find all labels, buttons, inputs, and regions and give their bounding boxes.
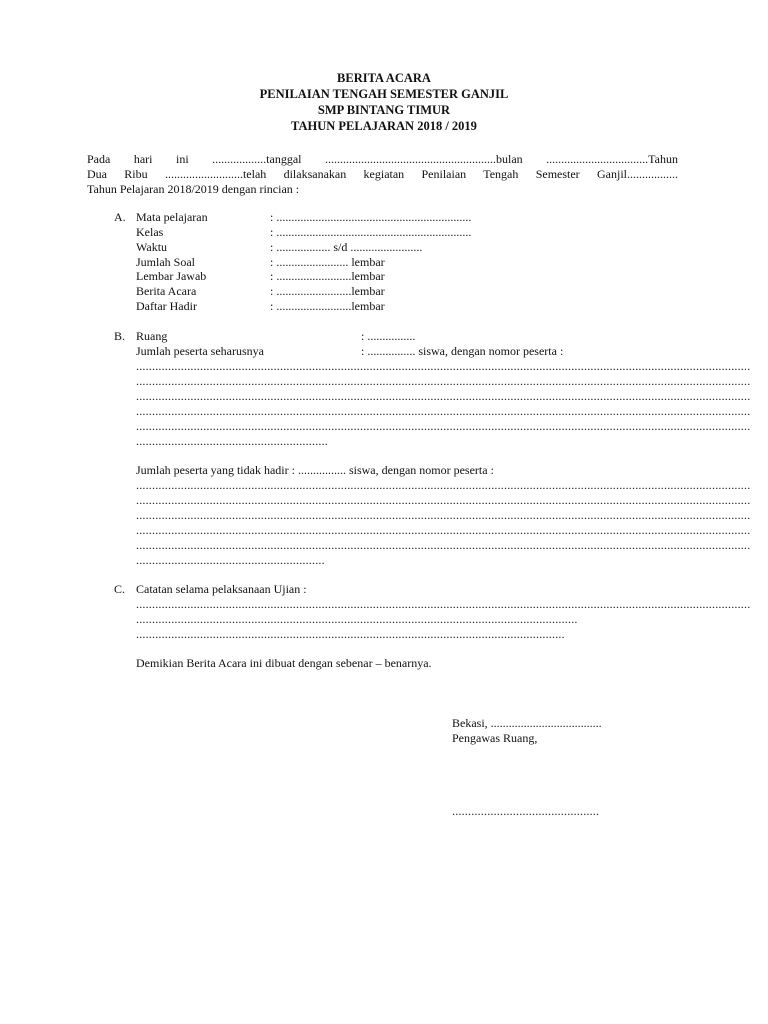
field-value-kelas: : ................................................................. xyxy=(270,225,472,239)
header-academic-year: TAHUN PELAJARAN 2018 / 2019 xyxy=(291,119,477,133)
notes-dotted-line: .......................................................................................................................................... xyxy=(136,612,578,626)
ruang-value: : ................ xyxy=(361,329,416,343)
field-label-lembar-jawab: Lembar Jawab xyxy=(136,269,207,283)
dotted-line-end: ............................................................ xyxy=(136,434,328,448)
field-value-lembar-jawab: : .........................lembar xyxy=(270,269,385,283)
intro-paragraph xyxy=(87,152,678,197)
field-label-berita-acara: Berita Acara xyxy=(136,284,197,298)
absent-participants-line: Jumlah peserta yang tidak hadir : ................ siswa, dengan nomor peserta : xyxy=(136,463,494,477)
dotted-line: ................................................................................................................................................................................................ xyxy=(136,419,751,433)
dotted-line: ................................................................................................................................................................................................ xyxy=(136,538,751,552)
field-label-jumlah-soal: Jumlah Soal xyxy=(136,255,195,269)
dotted-line: ................................................................................................................................................................................................ xyxy=(136,404,751,418)
field-label-waktu: Waktu xyxy=(136,240,168,254)
expected-participants-value: : ................ siswa, dengan nomor peserta : xyxy=(361,344,564,358)
signature-place-date: Bekasi, ..................................... xyxy=(452,716,602,730)
field-label-kelas: Kelas xyxy=(136,225,164,239)
dotted-line: ................................................................................................................................................................................................ xyxy=(136,508,751,522)
header-school-name: SMP BINTANG TIMUR xyxy=(317,103,451,117)
signature-name-line: .............................................. xyxy=(452,804,600,818)
header-exam-name: PENILAIAN TENGAH SEMESTER GANJIL xyxy=(259,87,509,101)
section-c-marker: C. xyxy=(114,582,126,596)
field-value-waktu: : .................. s/d ........................ xyxy=(270,240,423,254)
header-title: BERITA ACARA xyxy=(337,71,431,85)
field-value-berita-acara: : .........................lembar xyxy=(270,284,385,298)
dotted-line: ................................................................................................................................................................................................ xyxy=(136,389,751,403)
notes-label: Catatan selama pelaksanaan Ujian : xyxy=(136,582,307,596)
dotted-line: ................................................................................................................................................................................................ xyxy=(136,493,751,507)
intro-line: Tahun Pelajaran 2018/2019 dengan rincian : xyxy=(87,182,300,196)
intro-line: Pada hari ini ..................tanggal .........................................................bulan ..................................Tahun xyxy=(87,152,678,166)
notes-dotted-line: ................................................................................................................................................................................................ xyxy=(136,597,751,611)
dotted-line: ................................................................................................................................................................................................ xyxy=(136,478,751,492)
field-value-jumlah-soal: : ........................ lembar xyxy=(270,255,385,269)
dotted-line: ................................................................................................................................................................................................ xyxy=(136,359,751,373)
notes-dotted-line: ...................................................................................................................................... xyxy=(136,627,565,641)
document-header xyxy=(0,70,768,134)
intro-line: Dua Ribu ..........................telah dilaksanakan kegiatan Penilaian Tengah Semester Ganjil................. xyxy=(87,167,678,181)
closing-statement: Demikian Berita Acara ini dibuat dengan sebenar – benarnya. xyxy=(136,656,432,670)
dotted-line: ................................................................................................................................................................................................ xyxy=(136,374,751,388)
section-b-marker: B. xyxy=(114,329,126,343)
ruang-label: Ruang xyxy=(136,329,168,343)
signature-role: Pengawas Ruang, xyxy=(452,731,538,745)
field-value-mata-pelajaran: : ................................................................. xyxy=(270,210,472,224)
field-label-daftar-hadir: Daftar Hadir xyxy=(136,299,197,313)
section-a-marker: A. xyxy=(114,210,126,224)
dotted-line-end: ........................................................... xyxy=(136,553,325,567)
expected-participants-label: Jumlah peserta seharusnya xyxy=(136,344,264,358)
field-value-daftar-hadir: : .........................lembar xyxy=(270,299,385,313)
field-label-mata-pelajaran: Mata pelajaran xyxy=(136,210,208,224)
dotted-line: ................................................................................................................................................................................................ xyxy=(136,523,751,537)
